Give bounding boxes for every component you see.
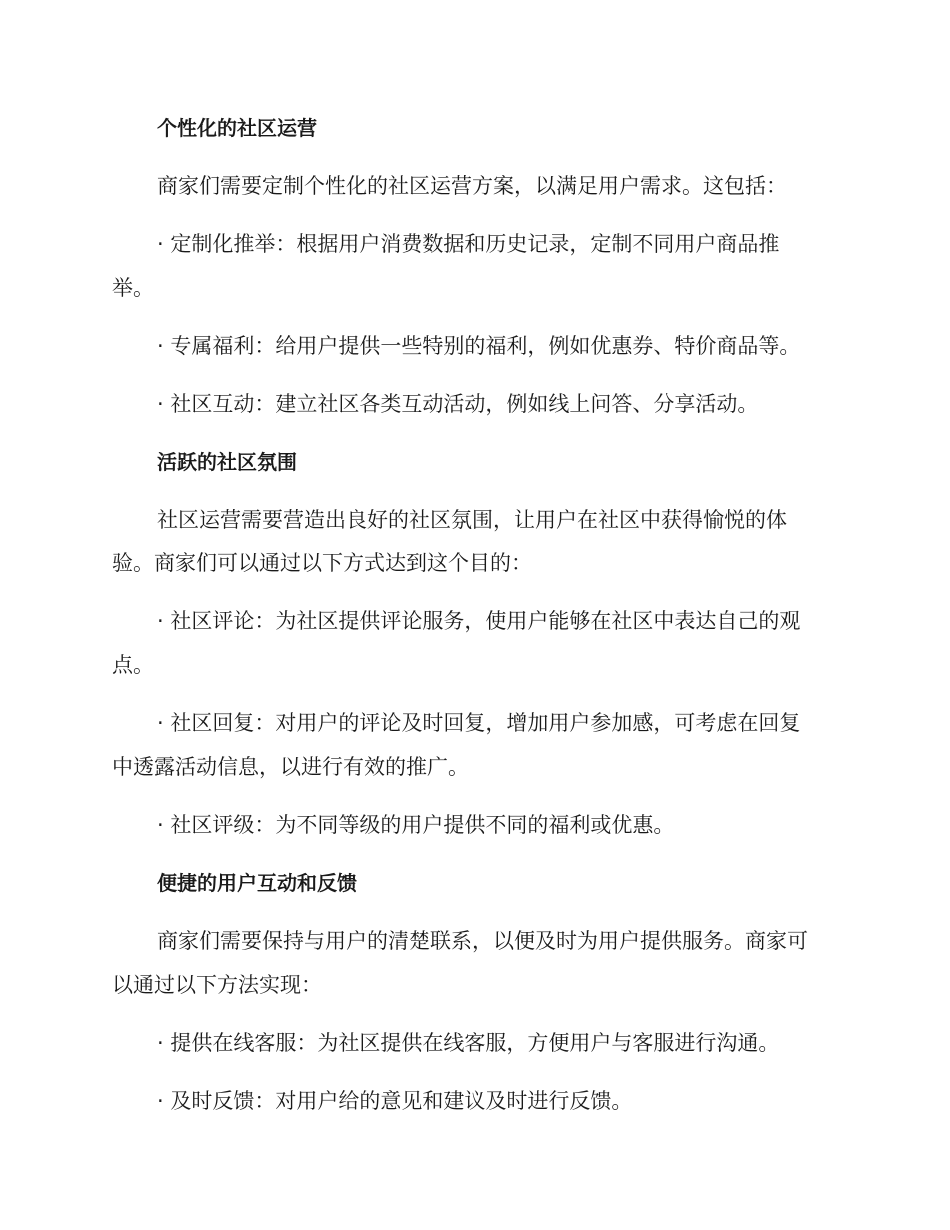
bullet-item: · 社区评级：为不同等级的用户提供不同的福利或优惠。 [157, 813, 675, 837]
bullet-item: · 提供在线客服：为社区提供在线客服，方便用户与客服进行沟通。 [157, 1031, 780, 1055]
paragraph: 社区运营需要营造出良好的社区氛围，让用户在社区中获得愉悦的体 [157, 508, 787, 532]
section-heading: 活跃的社区氛围 [157, 450, 297, 474]
bullet-item-continuation: 举。 [112, 276, 154, 300]
bullet-item: · 社区评论：为社区提供评论服务，使用户能够在社区中表达自己的观 [157, 609, 801, 633]
bullet-item: · 社区回复：对用户的评论及时回复，增加用户参加感，可考虑在回复 [157, 711, 801, 735]
bullet-item: · 定制化推举：根据用户消费数据和历史记录，定制不同用户商品推 [157, 232, 780, 256]
paragraph-continuation: 验。商家们可以通过以下方式达到这个目的： [112, 551, 532, 575]
paragraph-continuation: 以通过以下方法实现： [112, 973, 322, 997]
paragraph: 商家们需要保持与用户的清楚联系，以便及时为用户提供服务。商家可 [157, 929, 808, 953]
bullet-item-continuation: 中透露活动信息，以进行有效的推广。 [112, 755, 469, 779]
bullet-item: · 社区互动：建立社区各类互动活动，例如线上问答、分享活动。 [157, 392, 759, 416]
bullet-item-continuation: 点。 [112, 653, 154, 677]
section-heading: 个性化的社区运营 [157, 116, 317, 140]
paragraph: 商家们需要定制个性化的社区运营方案，以满足用户需求。这包括： [157, 174, 787, 198]
bullet-item: · 专属福利：给用户提供一些特别的福利，例如优惠券、特价商品等。 [157, 334, 801, 358]
bullet-item: · 及时反馈：对用户给的意见和建议及时进行反馈。 [157, 1089, 633, 1113]
section-heading: 便捷的用户互动和反馈 [157, 871, 357, 895]
